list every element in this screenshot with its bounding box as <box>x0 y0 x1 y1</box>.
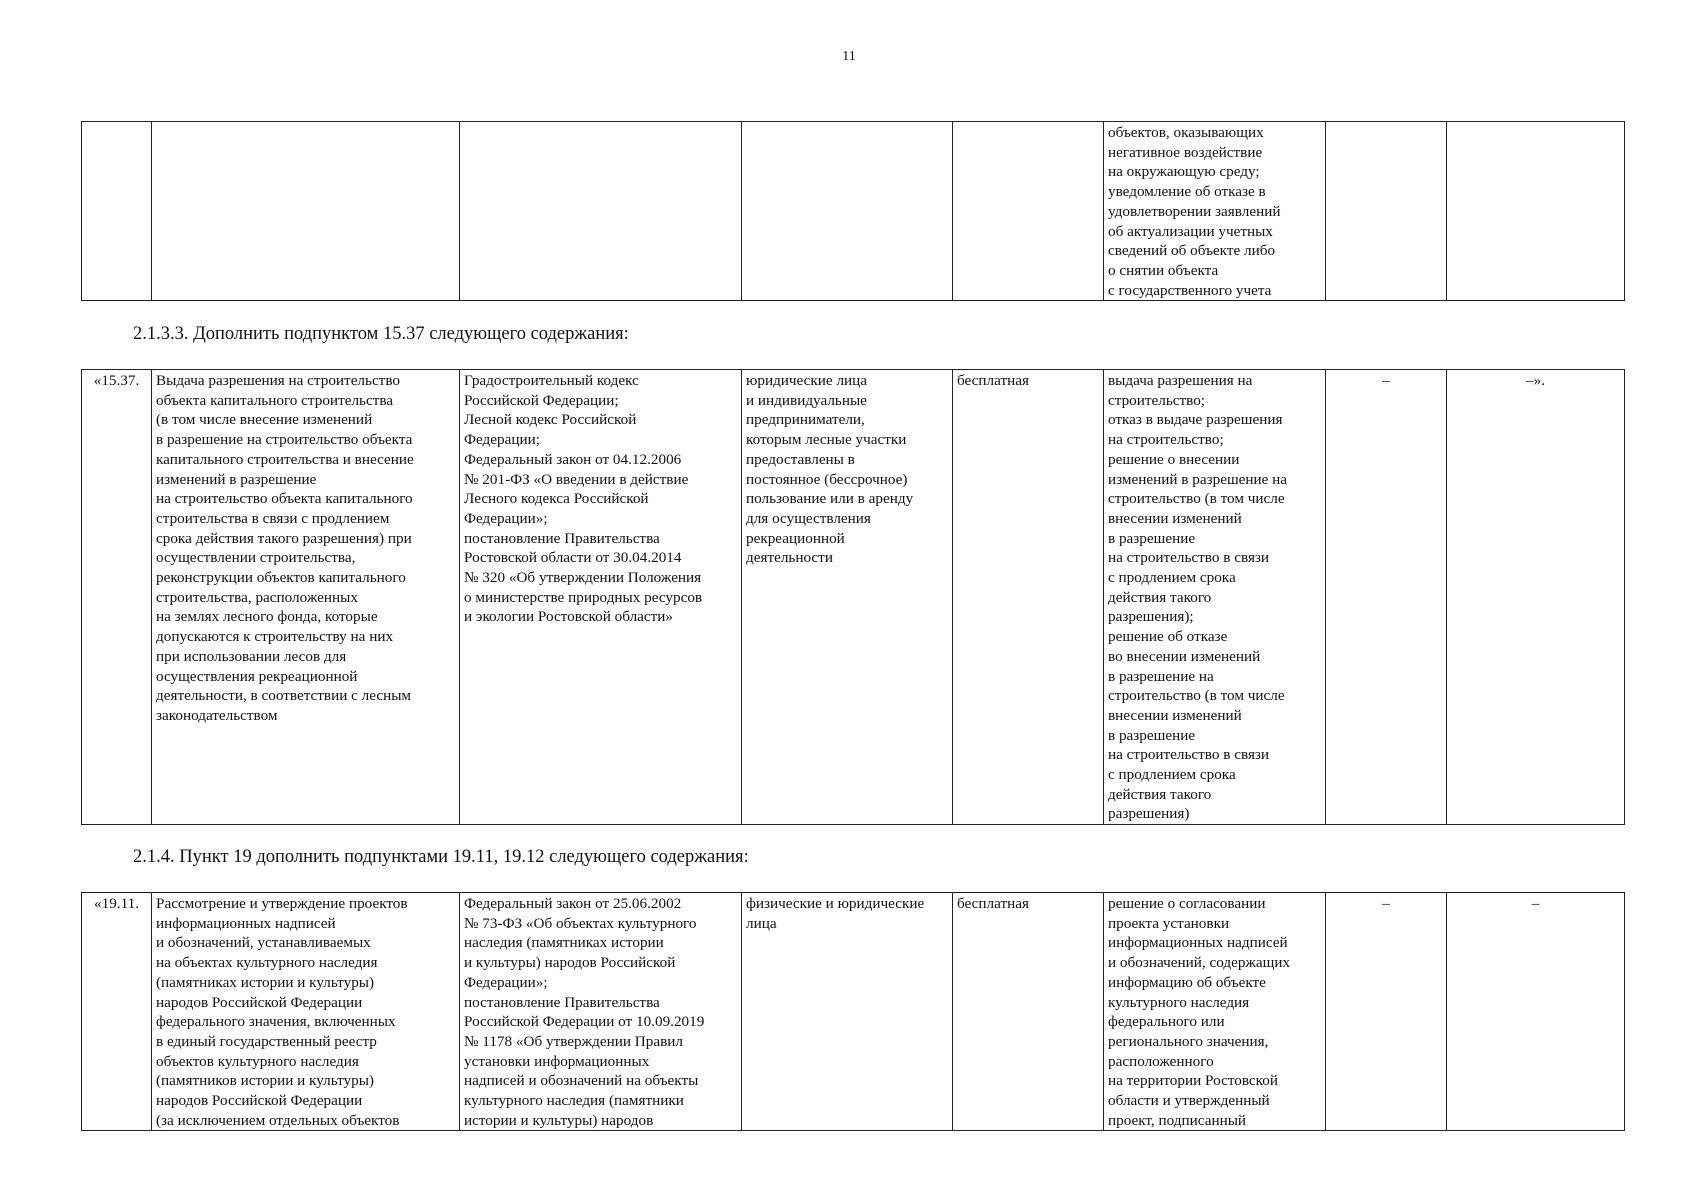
column-7-cell <box>1326 122 1447 301</box>
fee-cell: бесплатная <box>953 370 1104 825</box>
fee-cell: бесплатная <box>953 893 1104 1131</box>
column-8-cell <box>1447 122 1625 301</box>
applicants-cell <box>742 122 953 301</box>
subitem-19-11-table <box>81 892 1625 1131</box>
service-name-cell: Выдача разрешения на строительство объекта капитального строительства (в том числе внесение изменений в разрешение на строительство объекта капитального строительства и внесение изменений в разрешение на строительство объекта капитального строительства в связи с продлением срока действия такого разрешения) при осуществлении строительства, реконструкции объектов капитального строительства, расположенных на землях лесного фонда, которые допускаются к строительству на них при использовании лесов для осуществления рекреационной деятельности, в соответствии с лесным законодательством <box>152 370 460 825</box>
row-number-cell <box>82 122 152 301</box>
result-cell: решение о согласовании проекта установки информационных надписей и обозначений, содержащих информацию об объекте культурного наследия федерального или регионального значения, расположенного на территории Ростовской области и утвержденный проект, подписанный <box>1104 893 1326 1131</box>
section-heading-2-1-3-3: 2.1.3.3. Дополнить подпунктом 15.37 следующего содержания: <box>133 324 629 344</box>
column-8-cell: – <box>1447 893 1625 1131</box>
legal-basis-cell <box>460 122 742 301</box>
table-row <box>82 122 1625 301</box>
column-8-cell: –». <box>1447 370 1625 825</box>
table-row <box>82 893 1625 1131</box>
page-number: 11 <box>842 49 856 64</box>
applicants-cell: юридические лица и индивидуальные предприниматели, которым лесные участки предоставлены в постоянное (бессрочное) пользование или в аренду для осуществления рекреационной деятельности <box>742 370 953 825</box>
applicants-cell: физические и юридические лица <box>742 893 953 1131</box>
table-row <box>82 370 1625 825</box>
result-cell: объектов, оказывающих негативное воздействие на окружающую среду; уведомление об отказе в удовлетворении заявлений об актуализации учетных сведений об объекте либо о снятии объекта с государственного учета <box>1104 122 1326 301</box>
subitem-15-37-table <box>81 369 1625 825</box>
legal-basis-cell: Градостроительный кодекс Российской Федерации; Лесной кодекс Российской Федерации; Федеральный закон от 04.12.2006 № 201-ФЗ «О введении в действие Лесного кодекса Российской Федерации»; постановление Правительства Ростовской области от 30.04.2014 № 320 «Об утверждении Положения о министерстве природных ресурсов и экологии Ростовской области» <box>460 370 742 825</box>
column-7-cell: – <box>1326 893 1447 1131</box>
row-number-cell: «15.37. <box>82 370 152 825</box>
service-name-cell: Рассмотрение и утверждение проектов информационных надписей и обозначений, устанавливаемых на объектах культурного наследия (памятниках истории и культуры) народов Российской Федерации федерального значения, включенных в единый государственный реестр объектов культурного наследия (памятников истории и культуры) народов Российской Федерации (за исключением отдельных объектов <box>152 893 460 1131</box>
continuation-table <box>81 121 1625 301</box>
service-name-cell <box>152 122 460 301</box>
result-cell: выдача разрешения на строительство; отказ в выдаче разрешения на строительство; решение о внесении изменений в разрешение на строительство (в том числе внесении изменений в разрешение на строительство в связи с продлением срока действия такого разрешения); решение об отказе во внесении изменений в разрешение на строительство (в том числе внесении изменений в разрешение на строительство в связи с продлением срока действия такого разрешения) <box>1104 370 1326 825</box>
column-7-cell: – <box>1326 370 1447 825</box>
row-number-cell: «19.11. <box>82 893 152 1131</box>
section-heading-2-1-4: 2.1.4. Пункт 19 дополнить подпунктами 19.11, 19.12 следующего содержания: <box>133 847 749 867</box>
legal-basis-cell: Федеральный закон от 25.06.2002 № 73-ФЗ «Об объектах культурного наследия (памятниках истории и культуры) народов Российской Федерации»; постановление Правительства Российской Федерации от 10.09.2019 № 1178 «Об утверждении Правил установки информационных надписей и обозначений на объекты культурного наследия (памятники истории и культуры) народов <box>460 893 742 1131</box>
fee-cell <box>953 122 1104 301</box>
